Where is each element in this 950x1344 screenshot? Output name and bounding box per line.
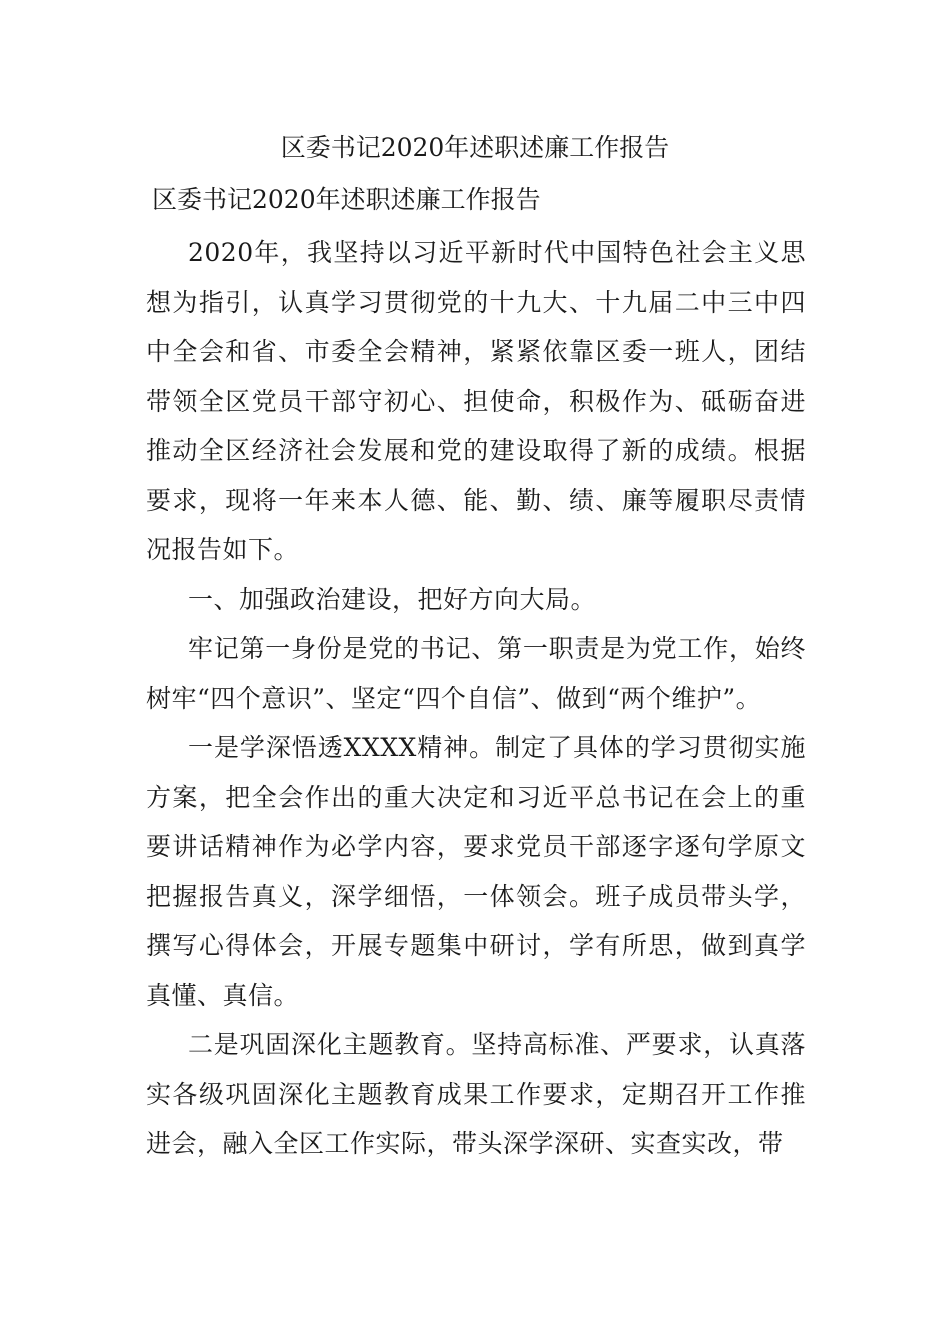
paragraph-point-1: 一是学深悟透XXXX精神。制定了具体的学习贯彻实施方案，把全会作出的重大决定和习近平总书记在会上的重要讲话精神作为必学内容，要求党员干部逐字逐句学原文把握报告真义，深学细悟，一体领会。班子成员带头学，撰写心得体会，开展专题集中研讨，学有所思，做到真学真懂、真信。 bbox=[146, 733, 806, 1010]
paragraph-point-2: 二是巩固深化主题教育。坚持高标准、严要求，认真落实各级巩固深化主题教育成果工作要求，定期召开工作推进会，融入全区工作实际，带头深学深研、实查实改，带 bbox=[146, 1030, 806, 1158]
paragraph-section-1-summary: 牢记第一身份是党的书记、第一职责是为党工作，始终树牢“四个意识”、坚定“四个自信”、做到“两个维护”。 bbox=[146, 634, 806, 713]
document-subtitle: 区委书记2020年述职述廉工作报告 bbox=[152, 185, 541, 214]
section-heading-1: 一、加强政治建设，把好方向大局。 bbox=[188, 584, 597, 614]
document-body bbox=[146, 228, 806, 1169]
paragraph-intro: 2020年，我坚持以习近平新时代中国特色社会主义思想为指引，认真学习贯彻党的十九大、十九届二中三中四中全会和省、市委全会精神，紧紧依靠区委一班人，团结带领全区党员干部守初心、担使命，积极作为、砥砺奋进推动全区经济社会发展和党的建设取得了新的成绩。根据要求，现将一年来本人德、能、勤、绩、廉等履职尽责情况报告如下。 bbox=[146, 238, 806, 564]
document-title: 区委书记2020年述职述廉工作报告 bbox=[280, 133, 670, 162]
